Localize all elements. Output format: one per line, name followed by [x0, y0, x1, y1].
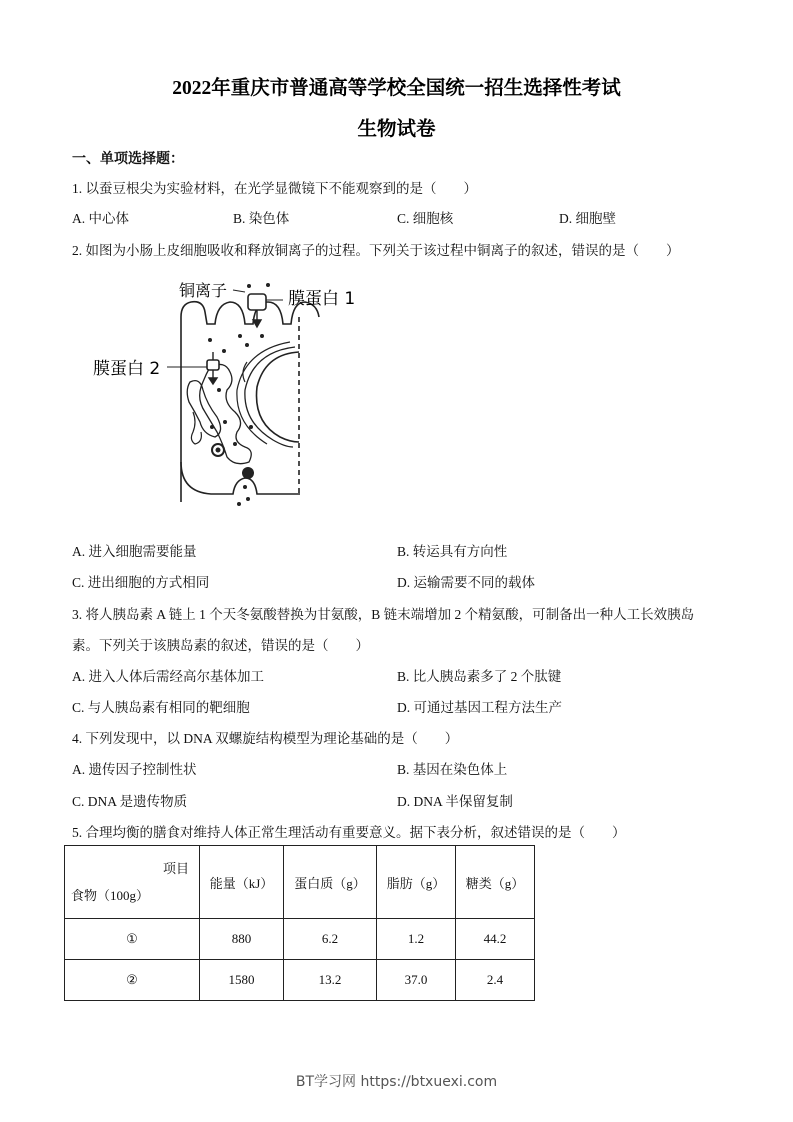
question-4-stem: 4. 下列发现中，以 DNA 双螺旋结构模型为理论基础的是（ ）	[72, 731, 459, 746]
corner-label-item: 项目	[162, 861, 189, 876]
cell-diagram	[85, 272, 375, 512]
label-copper-ion: 铜离子	[179, 281, 228, 300]
q4-option-a: A. 遗传因子控制性状	[72, 762, 197, 777]
q4-option-d: D. DNA 半保留复制	[397, 794, 513, 809]
table-cell: 1580	[200, 960, 284, 1001]
table-cell: 13.2	[284, 960, 377, 1001]
table-cell: 6.2	[284, 919, 377, 960]
q3-option-d: D. 可通过基因工程方法生产	[397, 700, 562, 715]
exam-title: 2022年重庆市普通高等学校全国统一招生选择性考试	[172, 78, 621, 99]
q1-option-c: C. 细胞核	[397, 211, 454, 226]
table-header-row	[65, 846, 535, 919]
question-2-stem: 2. 如图为小肠上皮细胞吸收和释放铜离子的过程。下列关于该过程中铜离子的叙述，错误的是（ ）	[72, 243, 680, 258]
footer-watermark: BT学习网 https://btxuexi.com	[295, 1074, 498, 1090]
table-cell: 44.2	[456, 919, 535, 960]
section-heading: 一、单项选择题：	[72, 152, 184, 167]
q3-option-c: C. 与人胰岛素有相同的靶细胞	[72, 700, 250, 715]
q2-option-c: C. 进出细胞的方式相同	[72, 575, 210, 590]
table-row	[65, 960, 535, 1001]
question-1-stem: 1. 以蚕豆根尖为实验材料，在光学显微镜下不能观察到的是（ ）	[72, 181, 477, 196]
q2-option-b: B. 转运具有方向性	[397, 544, 508, 559]
table-cell: 1.2	[377, 919, 456, 960]
question-3-stem-line-1: 3. 将人胰岛素 A 链上 1 个天冬氨酸替换为甘氨酸，B 链末端增加 2 个精氨酸，可制备出一种人工长效胰岛	[72, 607, 695, 622]
table-cell: 2.4	[456, 960, 535, 1001]
row-label: ①	[65, 919, 200, 960]
table-corner-cell	[65, 846, 200, 919]
exam-subtitle: 生物试卷	[357, 119, 436, 140]
q1-option-d: D. 细胞壁	[559, 211, 616, 226]
q3-option-b: B. 比人胰岛素多了 2 个肽键	[397, 669, 562, 684]
q3-option-a: A. 进入人体后需经高尔基体加工	[72, 669, 264, 684]
column-header: 脂肪（g）	[377, 846, 456, 919]
question-5-stem: 5. 合理均衡的膳食对维持人体正常生理活动有重要意义。据下表分析，叙述错误的是（ ）	[72, 825, 626, 840]
label-membrane-protein-2: 膜蛋白 2	[93, 359, 161, 379]
table-cell: 880	[200, 919, 284, 960]
q4-option-b: B. 基因在染色体上	[397, 762, 508, 777]
column-header: 糖类（g）	[456, 846, 535, 919]
question-3-stem-line-2: 素。下列关于该胰岛素的叙述，错误的是（ ）	[72, 638, 369, 653]
table-cell: 37.0	[377, 960, 456, 1001]
label-membrane-protein-1: 膜蛋白 1	[288, 289, 356, 309]
q1-option-a: A. 中心体	[72, 211, 129, 226]
row-label: ②	[65, 960, 200, 1001]
corner-label-food: 食物（100g）	[71, 888, 150, 903]
column-header: 蛋白质（g）	[284, 846, 377, 919]
q1-option-b: B. 染色体	[233, 211, 290, 226]
table-row	[65, 919, 535, 960]
q2-option-a: A. 进入细胞需要能量	[72, 544, 197, 559]
q4-option-c: C. DNA 是遗传物质	[72, 794, 188, 809]
q2-option-d: D. 运输需要不同的载体	[397, 575, 535, 590]
nutrition-table	[64, 845, 535, 1001]
column-header: 能量（kJ）	[200, 846, 284, 919]
